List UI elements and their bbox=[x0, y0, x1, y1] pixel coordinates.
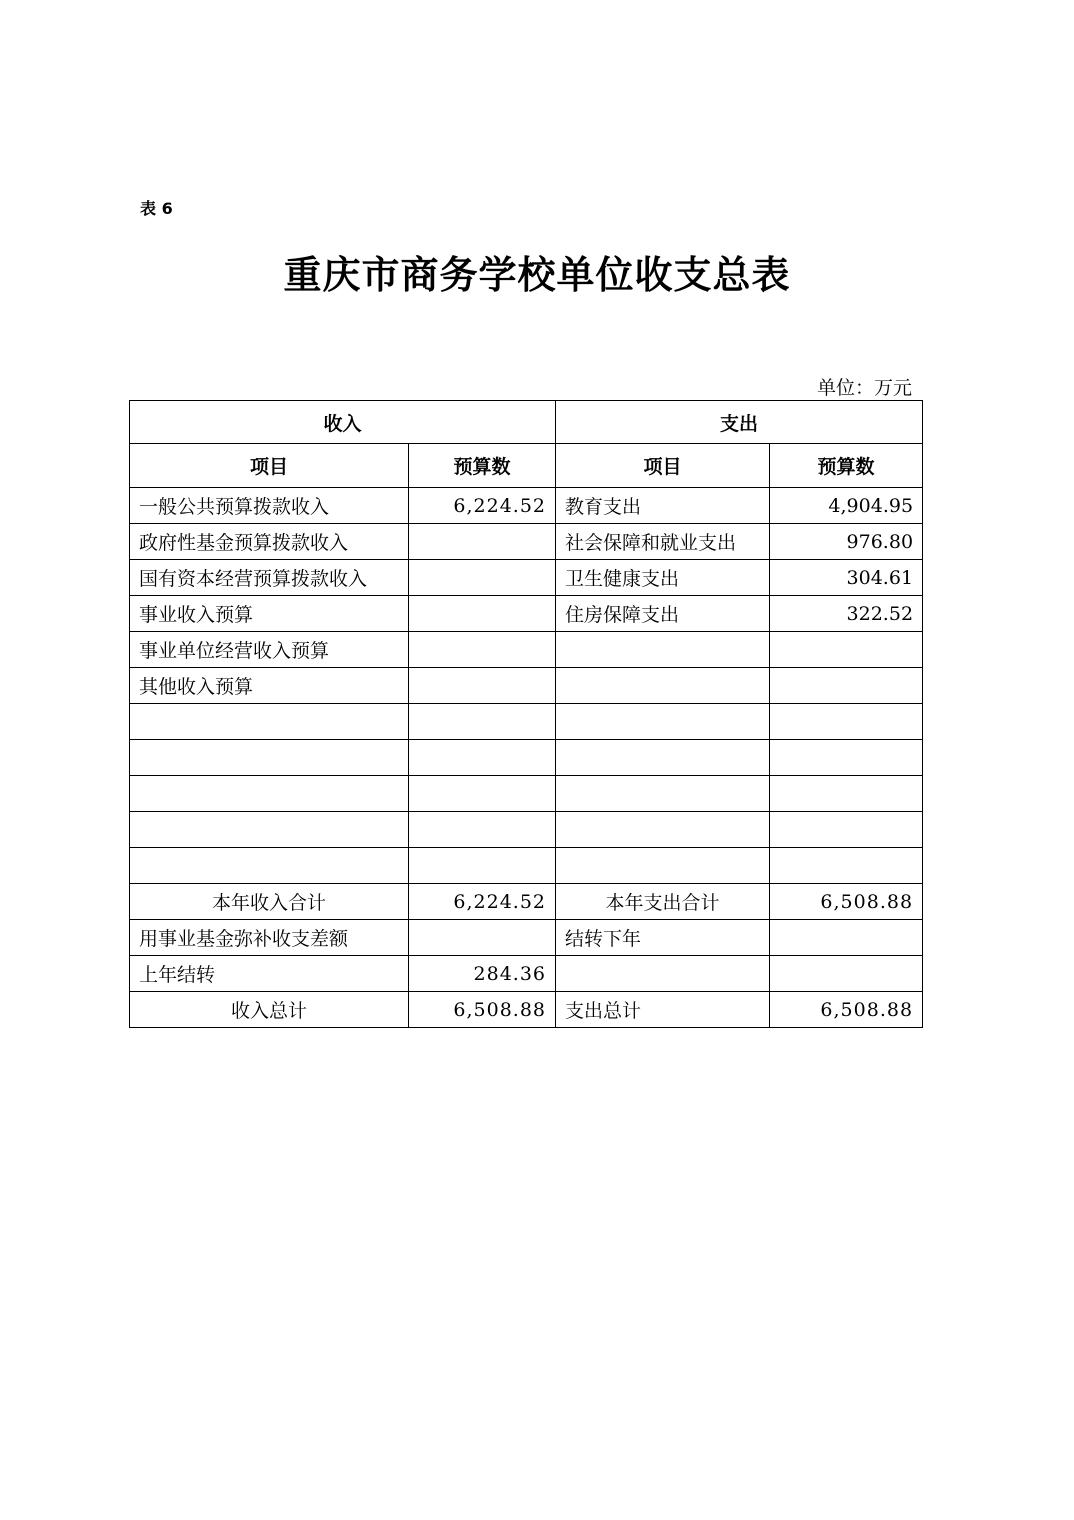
income-amount-cell: 284.36 bbox=[409, 956, 556, 992]
table-row bbox=[130, 740, 923, 776]
expense-amount-header: 预算数 bbox=[770, 444, 923, 488]
expense-subtotal-label: 本年支出合计 bbox=[556, 884, 770, 920]
expense-amount-cell bbox=[770, 920, 923, 956]
expense-amount-cell bbox=[770, 632, 923, 668]
expense-amount-cell: 322.52 bbox=[770, 596, 923, 632]
income-item-cell: 政府性基金预算拨款收入 bbox=[130, 524, 409, 560]
table-row bbox=[130, 632, 923, 668]
income-amount-cell bbox=[409, 848, 556, 884]
expense-amount-cell bbox=[770, 776, 923, 812]
income-item-cell: 国有资本经营预算拨款收入 bbox=[130, 560, 409, 596]
subtotal-row bbox=[130, 884, 923, 920]
expense-item-cell bbox=[556, 632, 770, 668]
expense-group-header: 支出 bbox=[556, 401, 923, 444]
income-amount-cell bbox=[409, 596, 556, 632]
table-row bbox=[130, 848, 923, 884]
table-row bbox=[130, 704, 923, 740]
income-amount-cell bbox=[409, 632, 556, 668]
income-item-cell bbox=[130, 812, 409, 848]
expense-item-cell: 结转下年 bbox=[556, 920, 770, 956]
income-amount-cell bbox=[409, 812, 556, 848]
income-item-cell: 用事业基金弥补收支差额 bbox=[130, 920, 409, 956]
expense-amount-cell bbox=[770, 668, 923, 704]
income-amount-cell bbox=[409, 560, 556, 596]
income-amount-cell bbox=[409, 776, 556, 812]
income-amount-cell bbox=[409, 524, 556, 560]
expense-total-amount: 6,508.88 bbox=[770, 992, 923, 1028]
income-amount-cell bbox=[409, 740, 556, 776]
income-subtotal-amount: 6,224.52 bbox=[409, 884, 556, 920]
table-row bbox=[130, 560, 923, 596]
expense-item-cell bbox=[556, 848, 770, 884]
expense-item-cell bbox=[556, 740, 770, 776]
expense-amount-cell bbox=[770, 740, 923, 776]
expense-amount-cell bbox=[770, 956, 923, 992]
income-amount-cell: 6,224.52 bbox=[409, 488, 556, 524]
income-amount-cell bbox=[409, 920, 556, 956]
income-item-cell: 一般公共预算拨款收入 bbox=[130, 488, 409, 524]
expense-amount-cell bbox=[770, 812, 923, 848]
expense-amount-cell: 4,904.95 bbox=[770, 488, 923, 524]
expense-item-cell: 教育支出 bbox=[556, 488, 770, 524]
income-amount-cell bbox=[409, 704, 556, 740]
budget-table bbox=[129, 400, 923, 1028]
income-item-cell: 事业收入预算 bbox=[130, 596, 409, 632]
expense-item-cell: 卫生健康支出 bbox=[556, 560, 770, 596]
expense-item-header: 项目 bbox=[556, 444, 770, 488]
income-item-cell bbox=[130, 740, 409, 776]
expense-amount-cell: 304.61 bbox=[770, 560, 923, 596]
income-amount-header: 预算数 bbox=[409, 444, 556, 488]
income-total-amount: 6,508.88 bbox=[409, 992, 556, 1028]
table-row bbox=[130, 524, 923, 560]
table-row bbox=[130, 776, 923, 812]
adjust-row bbox=[130, 920, 923, 956]
expense-amount-cell: 976.80 bbox=[770, 524, 923, 560]
expense-amount-cell bbox=[770, 848, 923, 884]
expense-total-label: 支出总计 bbox=[556, 992, 770, 1028]
expense-item-cell: 社会保障和就业支出 bbox=[556, 524, 770, 560]
income-item-cell: 其他收入预算 bbox=[130, 668, 409, 704]
page-title: 重庆市商务学校单位收支总表 bbox=[283, 253, 791, 297]
expense-item-cell bbox=[556, 812, 770, 848]
carry-row bbox=[130, 956, 923, 992]
income-item-cell bbox=[130, 776, 409, 812]
unit-label: 单位：万元 bbox=[816, 377, 912, 399]
total-row bbox=[130, 992, 923, 1028]
income-item-cell bbox=[130, 704, 409, 740]
expense-amount-cell bbox=[770, 704, 923, 740]
income-total-label: 收入总计 bbox=[130, 992, 409, 1028]
table-row bbox=[130, 596, 923, 632]
column-header-row bbox=[130, 444, 923, 488]
income-item-cell: 上年结转 bbox=[130, 956, 409, 992]
expense-item-cell bbox=[556, 668, 770, 704]
expense-item-cell: 住房保障支出 bbox=[556, 596, 770, 632]
income-subtotal-label: 本年收入合计 bbox=[130, 884, 409, 920]
table-number: 表 6 bbox=[140, 199, 173, 218]
expense-item-cell bbox=[556, 704, 770, 740]
table-row bbox=[130, 488, 923, 524]
group-header-row bbox=[130, 401, 923, 444]
expense-item-cell bbox=[556, 776, 770, 812]
income-amount-cell bbox=[409, 668, 556, 704]
income-item-header: 项目 bbox=[130, 444, 409, 488]
table-row bbox=[130, 668, 923, 704]
income-item-cell bbox=[130, 848, 409, 884]
income-group-header: 收入 bbox=[130, 401, 556, 444]
income-item-cell: 事业单位经营收入预算 bbox=[130, 632, 409, 668]
expense-subtotal-amount: 6,508.88 bbox=[770, 884, 923, 920]
table-row bbox=[130, 812, 923, 848]
expense-item-cell bbox=[556, 956, 770, 992]
